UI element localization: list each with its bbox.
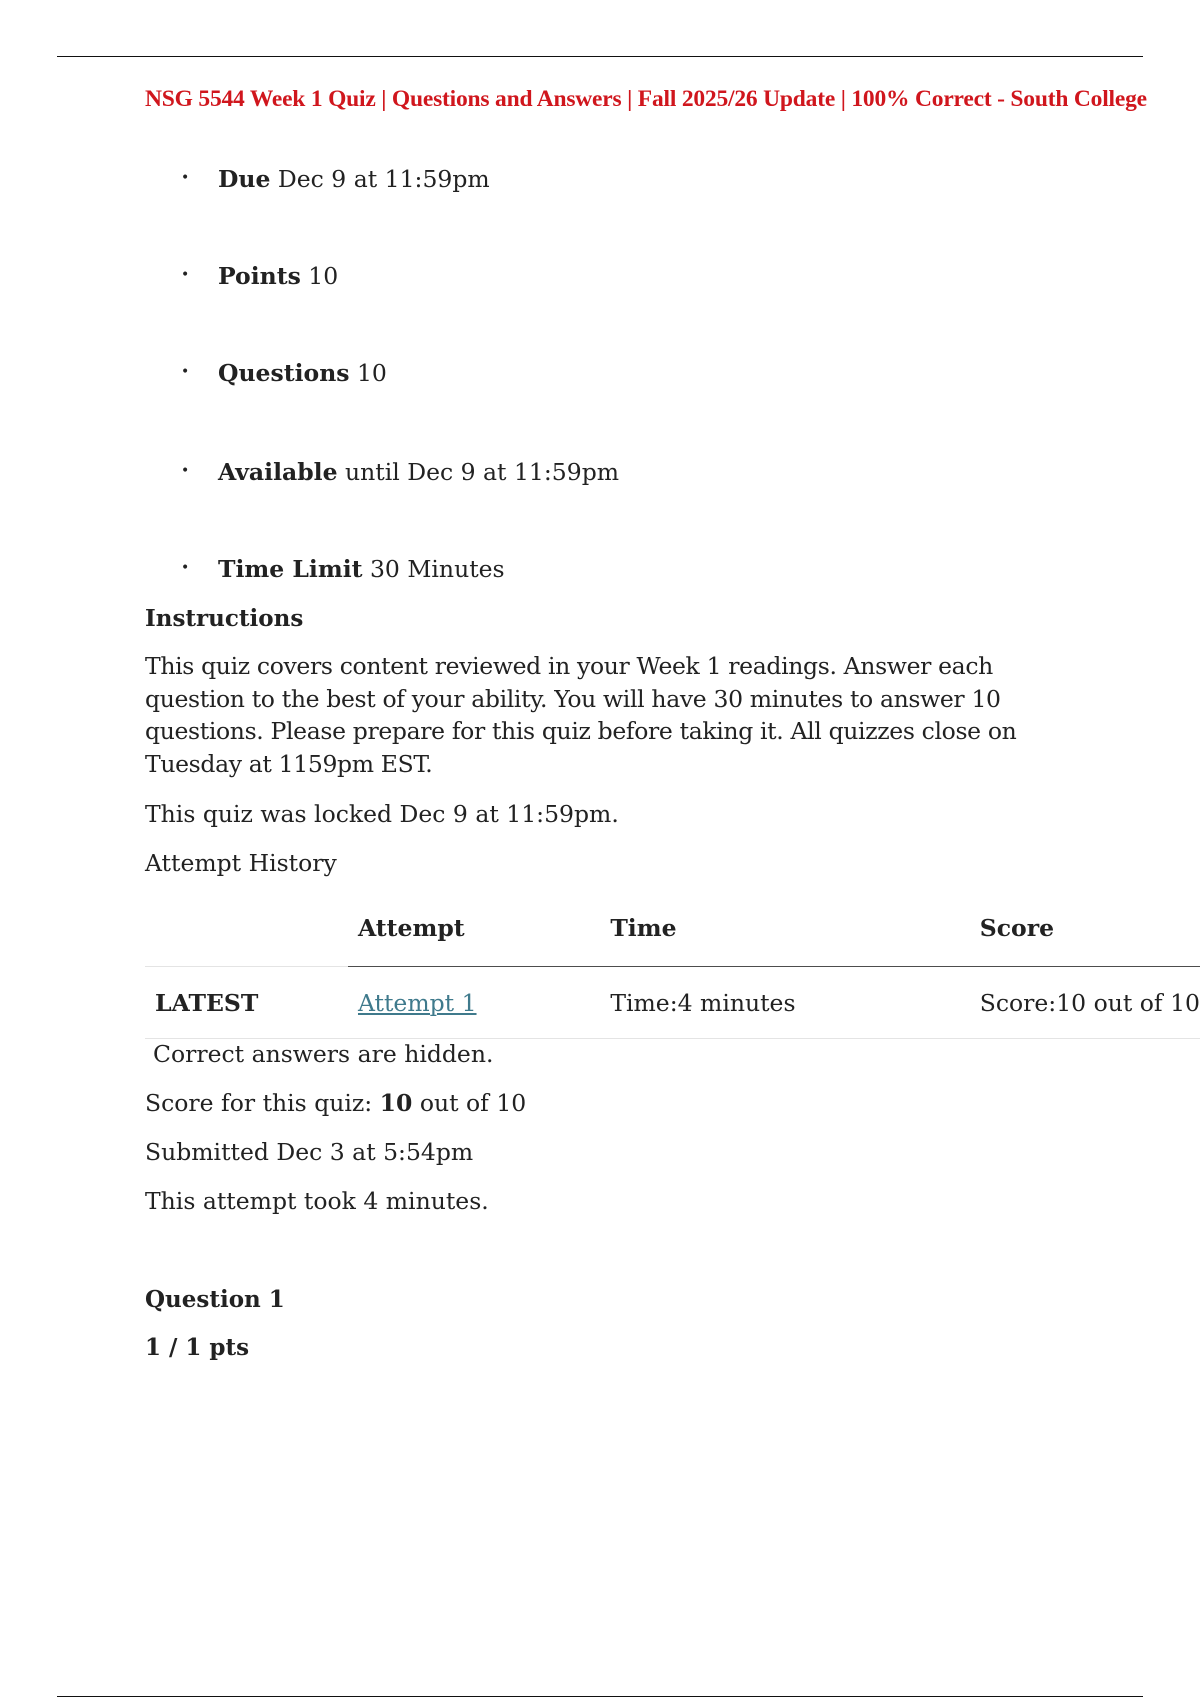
hidden-answers-note: Correct answers are hidden. <box>153 1040 494 1068</box>
column-header-time: Time <box>600 890 969 967</box>
score-suffix: out of 10 <box>412 1089 527 1117</box>
attempt-score: Score:10 out of 10 <box>970 967 1200 1039</box>
detail-value: until Dec 9 at 11:59pm <box>337 458 620 486</box>
detail-value: 30 Minutes <box>362 555 505 583</box>
bullet-icon: • <box>181 266 190 283</box>
score-label: Score for this quiz: <box>145 1089 380 1117</box>
latest-tag: LATEST <box>145 967 348 1039</box>
detail-questions <box>181 359 387 387</box>
bullet-icon: • <box>181 363 190 380</box>
instructions-text: This quiz covers content reviewed in your Week 1 readings. Answer each question to the best of your ability. You will have 30 minutes to answer 10 questions. Please prepare for this quiz before taking it. All quizzes close on Tuesday at 1159pm EST. <box>145 652 1017 778</box>
attempt-duration: This attempt took 4 minutes. <box>145 1187 489 1215</box>
column-header-score: Score <box>970 890 1200 967</box>
detail-label: Available <box>218 458 338 486</box>
attempt-time: Time:4 minutes <box>600 967 969 1039</box>
document-title: NSG 5544 Week 1 Quiz | Questions and Answers | Fall 2025/26 Update | 100% Correct - South College <box>145 86 1147 112</box>
detail-time-limit <box>181 555 505 583</box>
detail-value: 10 <box>300 262 339 290</box>
question-points: 1 / 1 pts <box>145 1334 250 1361</box>
detail-points <box>181 262 338 290</box>
locked-notice: This quiz was locked Dec 9 at 11:59pm. <box>145 800 619 828</box>
footer-rule <box>57 1696 1143 1697</box>
detail-value: 10 <box>349 359 387 387</box>
question-title: Question 1 <box>145 1286 285 1313</box>
attempt-history-heading: Attempt History <box>145 849 337 877</box>
bullet-icon: • <box>181 462 190 479</box>
detail-label: Time Limit <box>218 555 363 583</box>
score-value: 10 <box>379 1089 413 1117</box>
submitted-time: Submitted Dec 3 at 5:54pm <box>145 1138 474 1166</box>
detail-value: Dec 9 at 11:59pm <box>270 165 490 193</box>
header-rule <box>57 56 1143 57</box>
detail-label: Due <box>218 165 271 193</box>
bullet-icon: • <box>181 559 190 576</box>
detail-available <box>181 458 619 486</box>
detail-due <box>181 165 490 193</box>
table-row <box>145 967 1200 1039</box>
detail-label: Points <box>218 262 301 290</box>
column-header-tag <box>145 890 348 967</box>
attempt-history-table <box>145 890 1200 1039</box>
instructions-heading: Instructions <box>145 605 304 632</box>
bullet-icon: • <box>181 169 190 186</box>
detail-label: Questions <box>218 359 350 387</box>
column-header-attempt: Attempt <box>348 890 600 967</box>
quiz-score <box>145 1089 526 1117</box>
attempt-link[interactable]: Attempt 1 <box>357 988 477 1017</box>
table-header-row <box>145 890 1200 967</box>
